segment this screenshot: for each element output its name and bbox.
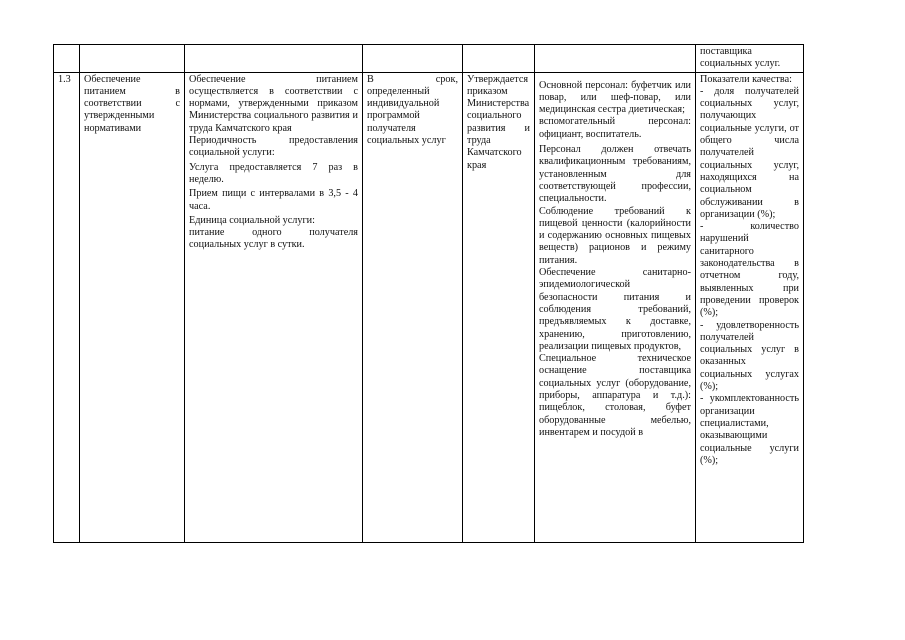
cell-empty [363,45,463,73]
conditions-paragraph: Специальное техническое оснащение поставщика социальных услуг (оборудование, приборы, аппаратура и т.д.): пищеблок, столовая, буфет оборудованные мебелью, инвентарем и посудой в [539,353,691,438]
table-row-continuation [54,45,804,73]
cell-service-term: В срок, определенный индивидуальной программой получателя социальных услуг [363,72,463,542]
cell-empty [54,45,80,73]
description-paragraph: питание одного получателя социальных услуг в сутки. [189,227,358,251]
cell-service-name: Обеспечение питанием в соответствии с утвержденными нормативами [80,72,185,542]
conditions-paragraph: Персонал должен отвечать квалификационным требованиям, установленным для соответствующей профессии, специальности. [539,144,691,205]
cell-empty [80,45,185,73]
cell-empty [535,45,696,73]
cell-row-number: 1.3 [54,72,80,542]
indicators-paragraph: Показатели качества: [700,73,792,85]
cell-empty [185,45,363,73]
conditions-paragraph: Соблюдение требований к пищевой ценности (калорийности и содержанию основных пищевых веществ) рационов и режиму питания. [539,205,691,266]
cell-service-conditions [535,72,696,542]
cell-empty [463,45,535,73]
conditions-paragraph: Основной персонал: буфетчик или повар, или шеф-повар, или медицинская сестра диетическая; [539,79,691,116]
description-paragraph: Прием пищи с интервалами в 3,5 - 4 часа. [189,188,358,212]
cell-service-description [185,72,363,542]
conditions-paragraph: вспомогательный персонал: официант, воспитатель. [539,116,691,140]
description-paragraph: Периодичность предоставления социальной услуги: [189,135,358,159]
description-paragraph: Обеспечение питанием осуществляется в соответствии с нормами, утвержденными приказом Министерства социального развития и труда Камчатского края [189,73,358,134]
indicators-paragraph: - количество нарушений санитарного законодательства в отчетном году, выявленных при проведении проверок (%); [700,221,799,319]
cell-indicators-continuation: поставщика социальных услуг. [696,45,804,73]
conditions-paragraph: Обеспечение санитарно-эпидемиологической безопасности питания и соблюдения требований, предъявляемых к доставке, хранению, приготовлению, реализации пищевых продуктов, [539,267,691,352]
description-paragraph: Услуга предоставляется 7 раз в неделю. [189,161,358,185]
services-table [53,44,804,543]
cell-service-tariff: Утверждается приказом Министерства социального развития и труда Камчатского края [463,72,535,542]
cell-quality-indicators [696,72,804,542]
description-paragraph: Единица социальной услуги: [189,214,315,226]
indicators-paragraph: - укомплектованность организации специалистами, оказывающими социальные услуги (%); [700,393,799,466]
indicators-paragraph: - удовлетворенность получателей социальных услуг в оказанных социальных услугах (%); [700,319,799,393]
table-row [54,72,804,542]
indicators-paragraph: - доля получателей социальных услуг, получающих социальные услуги, от общего числа получателей социальных услуг, находящихся на социальном обслуживании в организации (%); [700,85,799,220]
